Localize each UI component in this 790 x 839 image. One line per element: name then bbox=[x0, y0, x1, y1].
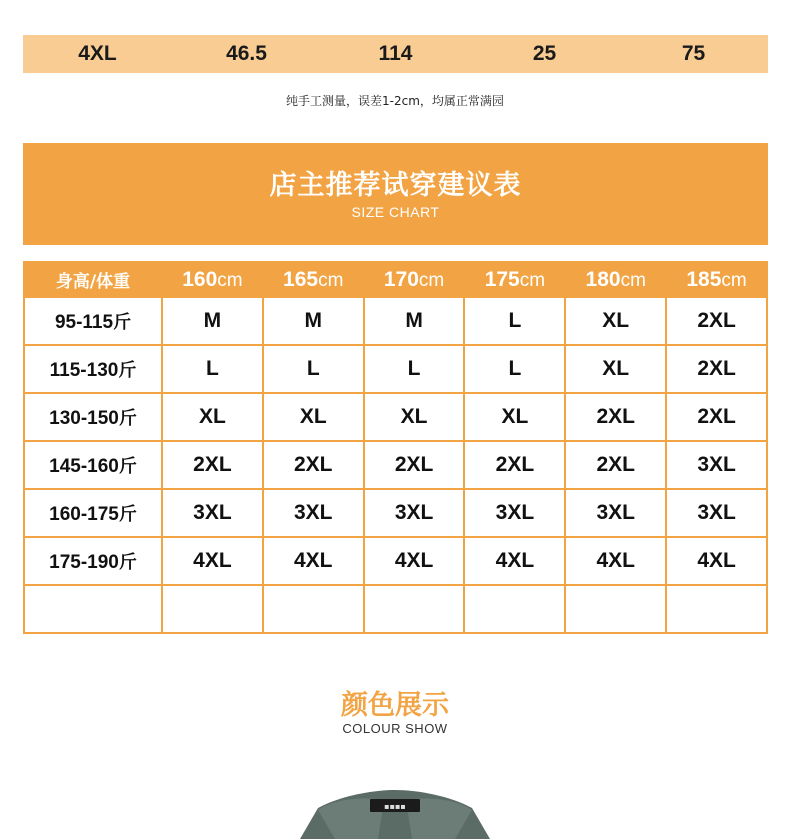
banner-title: 店主推荐试穿建议表 bbox=[269, 170, 522, 201]
measurement-note: 纯手工测量，误差1-2cm，均属正常满园 bbox=[286, 94, 504, 108]
size-cell bbox=[263, 585, 364, 633]
size-cell: 2XL bbox=[364, 441, 465, 489]
height-unit: cm bbox=[418, 269, 445, 291]
header-height bbox=[464, 262, 565, 297]
size-cell: 2XL bbox=[666, 345, 767, 393]
table-row bbox=[24, 489, 767, 537]
header-height bbox=[162, 262, 263, 297]
height-unit: cm bbox=[519, 269, 546, 291]
measurement-cell: 114 bbox=[378, 42, 413, 65]
size-cell: M bbox=[263, 297, 364, 345]
measurement-cell: 4XL bbox=[78, 42, 117, 65]
measurement-cell: 25 bbox=[532, 42, 557, 65]
weight-range: 160-175 bbox=[49, 504, 119, 525]
table-row bbox=[24, 297, 767, 345]
shirt-collar-image bbox=[0, 760, 790, 839]
weight-range-cell bbox=[24, 441, 162, 489]
size-cell: L bbox=[464, 345, 565, 393]
measurement-cell: 75 bbox=[681, 42, 706, 65]
header-height bbox=[263, 262, 364, 297]
size-cell: 4XL bbox=[263, 537, 364, 585]
header-height bbox=[565, 262, 666, 297]
height-value: 165 bbox=[283, 267, 319, 291]
size-cell: 3XL bbox=[666, 441, 767, 489]
measurement-cell: 46.5 bbox=[226, 42, 267, 65]
size-cell: 2XL bbox=[666, 297, 767, 345]
size-cell bbox=[364, 585, 465, 633]
size-cell: 4XL bbox=[162, 537, 263, 585]
size-cell: 4XL bbox=[666, 537, 767, 585]
size-cell: 2XL bbox=[263, 441, 364, 489]
height-value: 170 bbox=[383, 267, 419, 291]
size-chart-banner bbox=[23, 143, 768, 245]
color-section-subtitle: COLOUR SHOW bbox=[342, 721, 448, 736]
header-corner: 身高/体重 bbox=[24, 262, 162, 297]
shirt-photo bbox=[0, 760, 790, 839]
weight-range-cell bbox=[24, 489, 162, 537]
size-cell bbox=[565, 585, 666, 633]
size-cell bbox=[464, 585, 565, 633]
size-recommendation-table bbox=[23, 261, 768, 634]
size-cell: XL bbox=[364, 393, 465, 441]
measurement-row-4xl bbox=[23, 35, 768, 73]
height-value: 185 bbox=[686, 267, 722, 291]
height-value: 180 bbox=[585, 267, 621, 291]
size-cell: 4XL bbox=[464, 537, 565, 585]
weight-range-cell bbox=[24, 537, 162, 585]
weight-unit: 斤 bbox=[118, 552, 137, 573]
table-header-row bbox=[24, 262, 767, 297]
size-cell: L bbox=[464, 297, 565, 345]
weight-range: 175-190 bbox=[49, 552, 119, 573]
size-cell: L bbox=[263, 345, 364, 393]
size-cell: XL bbox=[565, 297, 666, 345]
header-height bbox=[666, 262, 767, 297]
color-section-title: 颜色展示 bbox=[341, 690, 449, 721]
size-cell: 3XL bbox=[666, 489, 767, 537]
weight-unit: 斤 bbox=[113, 312, 132, 333]
table-row bbox=[24, 345, 767, 393]
size-cell: L bbox=[364, 345, 465, 393]
size-cell: 3XL bbox=[162, 489, 263, 537]
size-cell: 4XL bbox=[364, 537, 465, 585]
weight-range-cell bbox=[24, 297, 162, 345]
height-value: 160 bbox=[182, 267, 218, 291]
weight-range: 115-130 bbox=[49, 360, 119, 381]
size-cell: 2XL bbox=[464, 441, 565, 489]
size-cell: XL bbox=[565, 345, 666, 393]
weight-range-cell bbox=[24, 345, 162, 393]
weight-unit: 斤 bbox=[118, 360, 137, 381]
size-cell: 2XL bbox=[565, 393, 666, 441]
size-cell: 2XL bbox=[162, 441, 263, 489]
size-cell: 4XL bbox=[565, 537, 666, 585]
size-cell: XL bbox=[263, 393, 364, 441]
table-row bbox=[24, 537, 767, 585]
size-cell: 3XL bbox=[263, 489, 364, 537]
weight-range-cell bbox=[24, 585, 162, 633]
size-cell: 2XL bbox=[565, 441, 666, 489]
weight-unit: 斤 bbox=[118, 504, 137, 525]
height-unit: cm bbox=[721, 269, 747, 291]
size-cell: XL bbox=[464, 393, 565, 441]
weight-range: 130-150 bbox=[49, 408, 119, 429]
weight-unit: 斤 bbox=[118, 408, 137, 429]
table-row bbox=[24, 585, 767, 633]
header-height bbox=[364, 262, 465, 297]
size-cell bbox=[162, 585, 263, 633]
size-cell: M bbox=[364, 297, 465, 345]
height-unit: cm bbox=[217, 269, 243, 291]
table-row bbox=[24, 393, 767, 441]
height-unit: cm bbox=[620, 269, 646, 291]
weight-range: 145-160 bbox=[49, 456, 119, 477]
size-cell: 2XL bbox=[666, 393, 767, 441]
size-cell: 3XL bbox=[464, 489, 565, 537]
size-cell: 3XL bbox=[565, 489, 666, 537]
weight-unit: 斤 bbox=[118, 456, 137, 477]
svg-text:▪▪▪▪: ▪▪▪▪ bbox=[384, 802, 406, 811]
height-value: 175 bbox=[484, 267, 520, 291]
weight-range: 95-115 bbox=[54, 312, 114, 333]
height-unit: cm bbox=[318, 269, 344, 291]
size-cell: 3XL bbox=[364, 489, 465, 537]
table-row bbox=[24, 441, 767, 489]
size-cell bbox=[666, 585, 767, 633]
weight-range-cell bbox=[24, 393, 162, 441]
size-cell: M bbox=[162, 297, 263, 345]
size-cell: XL bbox=[162, 393, 263, 441]
banner-subtitle: SIZE CHART bbox=[351, 204, 440, 220]
size-cell: L bbox=[162, 345, 263, 393]
